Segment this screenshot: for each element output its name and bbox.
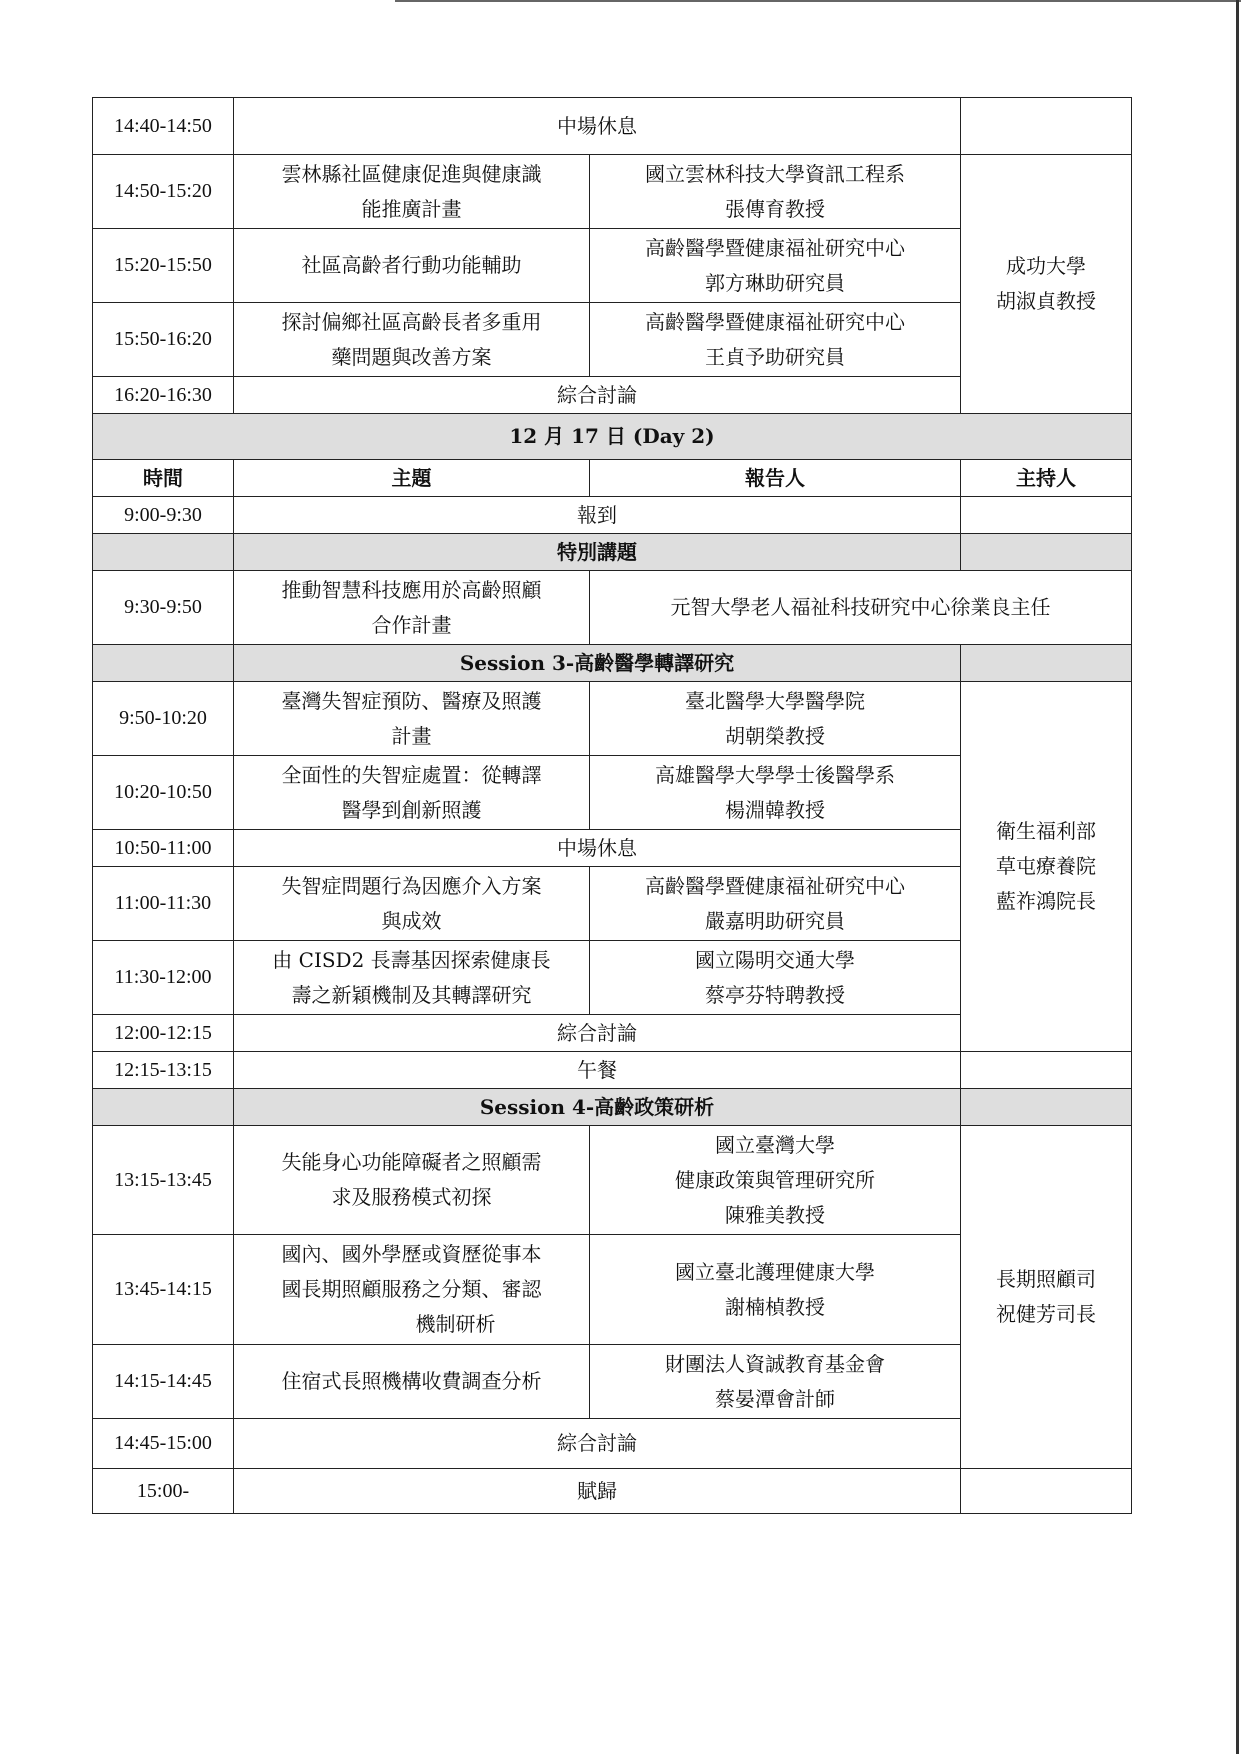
time-cell: 15:50-16:20 <box>93 303 234 377</box>
time-cell: 13:45-14:15 <box>93 1235 234 1345</box>
section-row <box>93 645 1132 682</box>
topic-cell: 住宿式長照機構收費調查分析 <box>234 1345 590 1419</box>
section-shade <box>961 534 1132 571</box>
topic-cell: 失智症問題行為因應介入方案 與成效 <box>234 867 590 941</box>
time-cell: 12:15-13:15 <box>93 1052 234 1089</box>
speaker-cell: 高雄醫學大學學士後醫學系 楊淵韓教授 <box>590 756 961 830</box>
table-row <box>93 1052 1132 1089</box>
speaker-cell: 國立臺北護理健康大學 謝楠楨教授 <box>590 1235 961 1345</box>
time-cell: 13:15-13:45 <box>93 1126 234 1235</box>
time-cell: 15:00- <box>93 1469 234 1514</box>
header-speaker: 報告人 <box>590 460 961 497</box>
time-cell: 9:30-9:50 <box>93 571 234 645</box>
time-cell: 16:20-16:30 <box>93 377 234 414</box>
chair-cell-empty <box>961 1052 1132 1089</box>
time-cell: 14:40-14:50 <box>93 98 234 155</box>
time-cell: 11:30-12:00 <box>93 941 234 1015</box>
time-cell: 11:00-11:30 <box>93 867 234 941</box>
discussion-cell: 綜合討論 <box>234 377 961 414</box>
speaker-cell: 高齡醫學暨健康福祉研究中心 嚴嘉明助研究員 <box>590 867 961 941</box>
header-row <box>93 460 1132 497</box>
time-cell: 9:00-9:30 <box>93 497 234 534</box>
speaker-cell: 國立雲林科技大學資訊工程系 張傳育教授 <box>590 155 961 229</box>
speaker-cell: 高齡醫學暨健康福祉研究中心 王貞予助研究員 <box>590 303 961 377</box>
chair-cell: 成功大學 胡淑貞教授 <box>961 155 1132 414</box>
time-cell: 10:20-10:50 <box>93 756 234 830</box>
topic-cell: 雲林縣社區健康促進與健康識 能推廣計畫 <box>234 155 590 229</box>
chair-cell-empty <box>961 497 1132 534</box>
table-row <box>93 497 1132 534</box>
table-row <box>93 1126 1132 1235</box>
topic-cell: 國內、國外學歷或資歷從事本 國長期照顧服務之分類、審認 機制研析 <box>234 1235 590 1345</box>
table-row <box>93 682 1132 756</box>
scan-border-top <box>395 0 1241 2</box>
speaker-cell: 元智大學老人福祉科技研究中心徐業良主任 <box>590 571 1132 645</box>
topic-cell: 臺灣失智症預防、醫療及照護 計畫 <box>234 682 590 756</box>
closing-cell: 賦歸 <box>234 1469 961 1514</box>
schedule-table <box>92 97 1132 1514</box>
time-cell: 14:15-14:45 <box>93 1345 234 1419</box>
header-topic: 主題 <box>234 460 590 497</box>
time-cell: 15:20-15:50 <box>93 229 234 303</box>
discussion-cell: 綜合討論 <box>234 1419 961 1469</box>
session3-title: Session 3-高齡醫學轉譯研究 <box>234 645 961 682</box>
section-shade <box>93 1089 234 1126</box>
topic-cell: 全面性的失智症處置：從轉譯 醫學到創新照護 <box>234 756 590 830</box>
time-cell: 14:50-15:20 <box>93 155 234 229</box>
speaker-cell: 國立陽明交通大學 蔡亭芬特聘教授 <box>590 941 961 1015</box>
header-time: 時間 <box>93 460 234 497</box>
break-cell: 中場休息 <box>234 98 961 155</box>
table-row <box>93 571 1132 645</box>
registration-cell: 報到 <box>234 497 961 534</box>
speaker-cell: 高齡醫學暨健康福祉研究中心 郭方琳助研究員 <box>590 229 961 303</box>
day-banner-row <box>93 414 1132 460</box>
table-row <box>93 1469 1132 1514</box>
section-shade <box>93 645 234 682</box>
discussion-cell: 綜合討論 <box>234 1015 961 1052</box>
section-row <box>93 1089 1132 1126</box>
day2-title: 12 月 17 日 (Day 2) <box>93 414 1132 460</box>
table-row <box>93 98 1132 155</box>
break-cell: 中場休息 <box>234 830 961 867</box>
topic-cell: 由 CISD2 長壽基因探索健康長 壽之新穎機制及其轉譯研究 <box>234 941 590 1015</box>
table-row <box>93 155 1132 229</box>
lunch-cell: 午餐 <box>234 1052 961 1089</box>
topic-cell: 失能身心功能障礙者之照顧需 求及服務模式初探 <box>234 1126 590 1235</box>
chair-cell-empty <box>961 1469 1132 1514</box>
time-cell: 9:50-10:20 <box>93 682 234 756</box>
speaker-cell: 臺北醫學大學醫學院 胡朝榮教授 <box>590 682 961 756</box>
chair-cell: 長期照顧司 祝健芳司長 <box>961 1126 1132 1469</box>
speaker-cell: 國立臺灣大學 健康政策與管理研究所 陳雅美教授 <box>590 1126 961 1235</box>
time-cell: 10:50-11:00 <box>93 830 234 867</box>
scan-border-right <box>1236 0 1239 1754</box>
topic-cell: 社區高齡者行動功能輔助 <box>234 229 590 303</box>
chair-cell: 衛生福利部 草屯療養院 藍祚鴻院長 <box>961 682 1132 1052</box>
session4-title: Session 4-高齡政策研析 <box>234 1089 961 1126</box>
speaker-cell: 財團法人資誠教育基金會 蔡晏潭會計師 <box>590 1345 961 1419</box>
topic-cell: 推動智慧科技應用於高齡照顧 合作計畫 <box>234 571 590 645</box>
time-cell: 12:00-12:15 <box>93 1015 234 1052</box>
chair-cell-empty <box>961 98 1132 155</box>
time-cell: 14:45-15:00 <box>93 1419 234 1469</box>
section-shade <box>961 645 1132 682</box>
special-title: 特別講題 <box>234 534 961 571</box>
section-shade <box>93 534 234 571</box>
section-row <box>93 534 1132 571</box>
topic-cell: 探討偏鄉社區高齡長者多重用 藥問題與改善方案 <box>234 303 590 377</box>
section-shade <box>961 1089 1132 1126</box>
header-chair: 主持人 <box>961 460 1132 497</box>
